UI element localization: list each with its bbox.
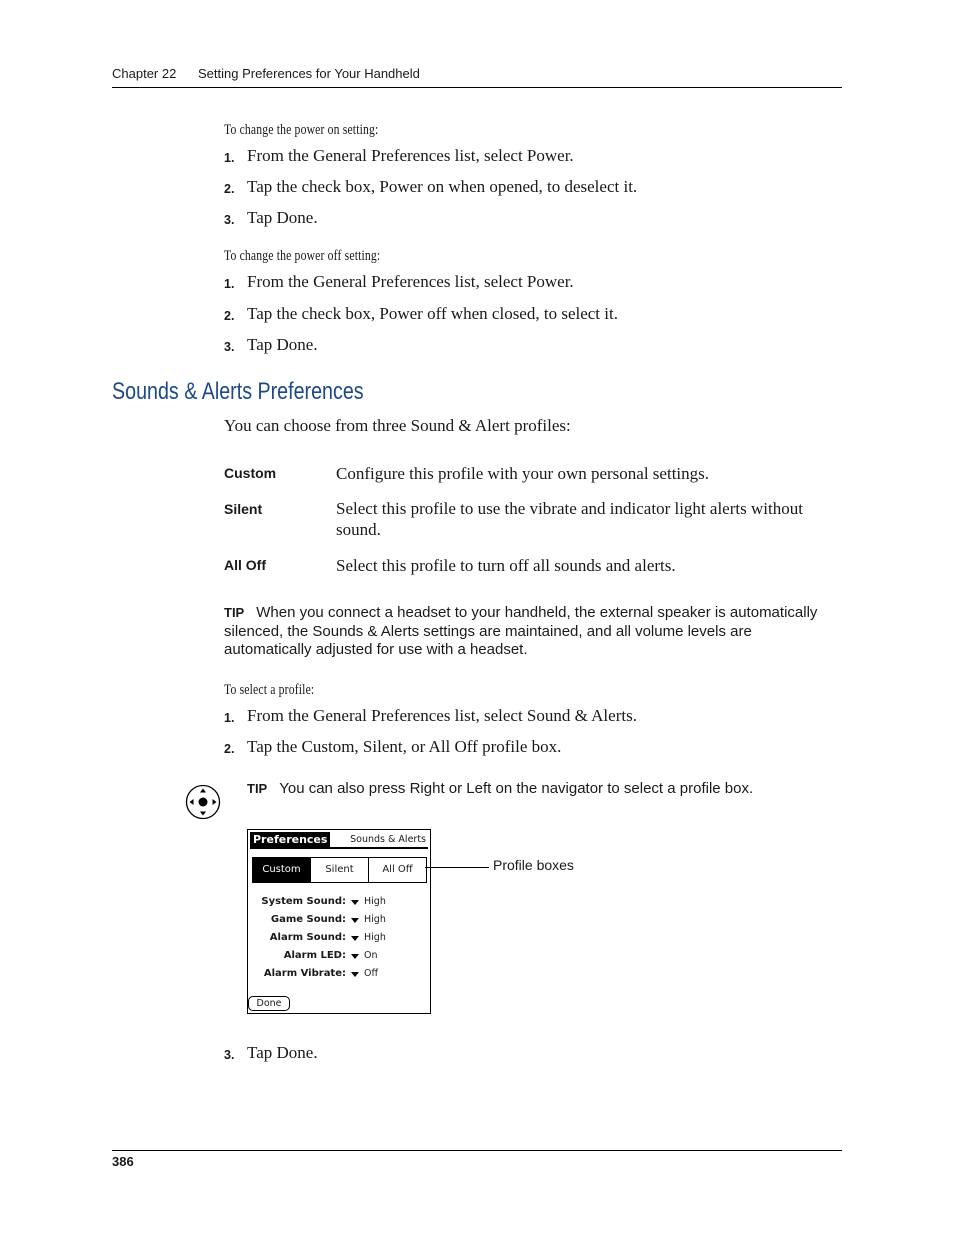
setting-row-alarm-vibrate <box>248 968 430 986</box>
tip-label: TIP <box>247 781 268 796</box>
step-number: 1. <box>224 277 235 291</box>
done-button[interactable]: Done <box>248 996 290 1011</box>
step-text: Tap the check box, Power on when opened, to deselect it. <box>247 177 638 196</box>
profile-def-all-off: Select this profile to turn off all sounds and alerts. <box>336 556 676 575</box>
step-number: 1. <box>224 151 235 165</box>
footer-rule <box>112 1150 842 1151</box>
tip-text: You can also press Right or Left on the navigator to select a profile box. <box>279 780 754 797</box>
device-titlebar <box>250 832 428 849</box>
setting-value[interactable]: High <box>364 932 386 943</box>
setting-row-alarm-led <box>248 950 430 968</box>
device-screenshot <box>247 829 431 1014</box>
setting-row-alarm-sound <box>248 932 430 950</box>
step-number: 3. <box>224 213 235 227</box>
select-profile-heading: To select a profile: <box>224 682 315 698</box>
profile-term-silent: Silent <box>224 501 263 517</box>
dropdown-arrow-icon[interactable] <box>351 936 359 941</box>
tip-text: When you connect a headset to your handheld, the external speaker is automatically silenced, the Sounds & Alerts settings are maintained, and all volume levels are automatically adjusted for use with a headset. <box>224 604 818 658</box>
profile-term-custom: Custom <box>224 465 277 481</box>
device-app-picker[interactable]: Sounds & Alerts <box>350 834 426 845</box>
page-number: 386 <box>112 1154 134 1169</box>
profile-def-silent: Select this profile to use the vibrate and indicator light alerts without sound. <box>336 499 803 539</box>
step-text: Tap the Custom, Silent, or All Off profile box. <box>247 737 562 756</box>
step-text: Tap Done. <box>247 335 318 354</box>
tip-label: TIP <box>224 605 245 620</box>
step-number: 1. <box>224 711 235 725</box>
section-title: Sounds & Alerts Preferences <box>112 378 364 405</box>
device-title[interactable]: Preferences <box>250 832 330 847</box>
step-text: Tap Done. <box>247 1043 318 1062</box>
chapter-label: Chapter 22 <box>112 66 177 81</box>
setting-label: Alarm LED: <box>283 950 346 961</box>
step-number: 2. <box>224 742 235 756</box>
step-text: From the General Preferences list, select Sound & Alerts. <box>247 706 637 725</box>
step-number: 2. <box>224 309 235 323</box>
navigator-icon <box>185 784 221 820</box>
profile-box-custom[interactable]: Custom <box>253 858 311 882</box>
setting-value[interactable]: High <box>364 914 386 925</box>
step-text: From the General Preferences list, select Power. <box>247 146 574 165</box>
step-number: 2. <box>224 182 235 196</box>
section-intro: You can choose from three Sound & Alert profiles: <box>224 416 571 435</box>
setting-label: System Sound: <box>261 896 346 907</box>
profile-box-all-off[interactable]: All Off <box>382 864 413 875</box>
dropdown-arrow-icon[interactable] <box>351 954 359 959</box>
step-number: 3. <box>224 340 235 354</box>
setting-label: Game Sound: <box>270 914 346 925</box>
step-number: 3. <box>224 1048 235 1062</box>
running-header <box>112 66 842 88</box>
power-off-heading: To change the power off setting: <box>224 248 381 264</box>
callout-line <box>425 867 489 868</box>
setting-value[interactable]: Off <box>364 968 379 979</box>
tip-headset <box>224 604 842 660</box>
tip-navigator <box>247 780 842 799</box>
setting-row-system-sound <box>248 896 430 914</box>
profile-term-all-off: All Off <box>224 557 266 573</box>
setting-value[interactable]: On <box>364 950 378 961</box>
profile-boxes <box>252 857 427 883</box>
setting-label: Alarm Vibrate: <box>263 968 346 979</box>
chapter-title: Setting Preferences for Your Handheld <box>198 66 420 81</box>
setting-label: Alarm Sound: <box>269 932 346 943</box>
dropdown-arrow-icon[interactable] <box>351 918 359 923</box>
setting-value[interactable]: High <box>364 896 386 907</box>
dropdown-arrow-icon[interactable] <box>351 900 359 905</box>
profile-box-silent[interactable]: Silent <box>311 858 369 882</box>
step-text: From the General Preferences list, select Power. <box>247 272 574 291</box>
dropdown-arrow-icon[interactable] <box>351 972 359 977</box>
step-text: Tap Done. <box>247 208 318 227</box>
callout-profile-boxes: Profile boxes <box>493 857 574 873</box>
step-text: Tap the check box, Power off when closed, to select it. <box>247 304 618 323</box>
profile-def-custom: Configure this profile with your own personal settings. <box>336 464 710 483</box>
setting-row-game-sound <box>248 914 430 932</box>
power-on-heading: To change the power on setting: <box>224 122 379 138</box>
